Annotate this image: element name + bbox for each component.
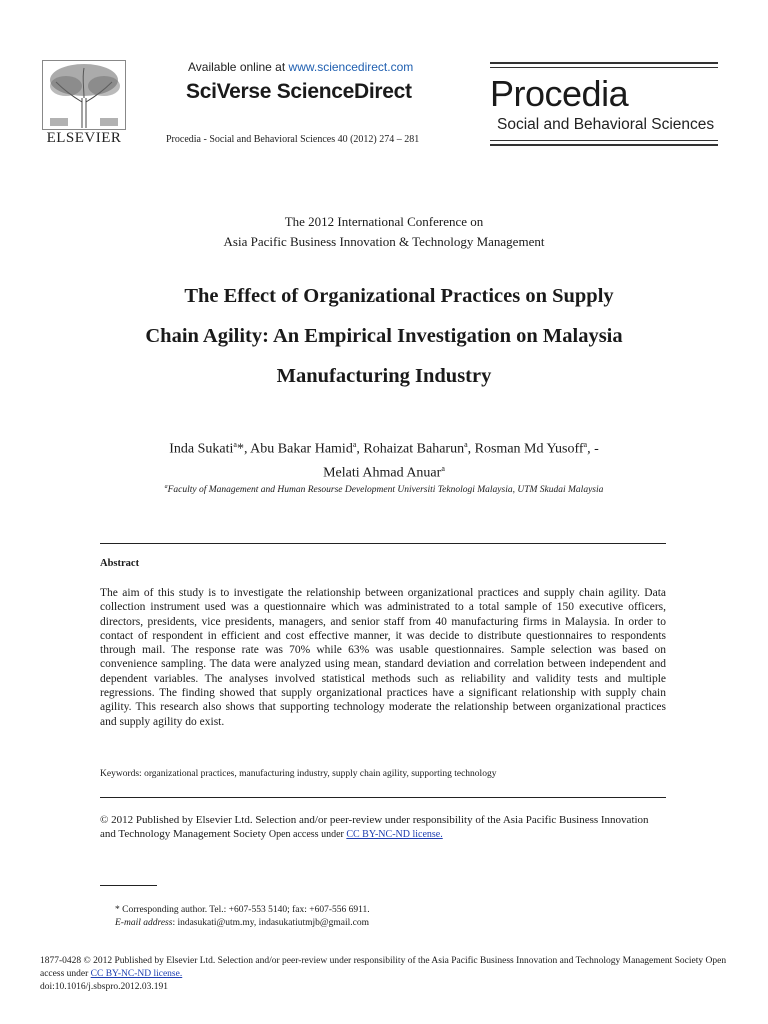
sciencedirect-link[interactable]: www.sciencedirect.com xyxy=(288,60,414,74)
platform-logo: SciVerse ScienceDirect xyxy=(186,80,412,103)
procedia-rule-top-thin xyxy=(490,67,718,68)
paper-title xyxy=(60,276,708,396)
bottom-license-link[interactable]: CC BY-NC-ND license. xyxy=(90,969,183,979)
author-list xyxy=(60,435,708,482)
author-affil-mark: a xyxy=(352,440,357,449)
procedia-rule-bottom-thin xyxy=(490,140,718,141)
abstract-rule-bottom xyxy=(100,797,666,798)
title-line-3: Manufacturing Industry xyxy=(276,365,492,387)
copyright-text: © 2012 Published by Elsevier Ltd. Selection and/or peer-review under responsibility of the Asia Pacific Business Innovation and Technology Management Society xyxy=(100,814,649,840)
footnote-rule xyxy=(100,885,157,886)
author-name: Abu Bakar Hamid xyxy=(250,441,353,457)
affiliation-mark: a xyxy=(164,484,168,490)
license-link[interactable]: CC BY-NC-ND license. xyxy=(346,829,443,840)
journal-reference: Procedia - Social and Behavioral Sciences 40 (2012) 274 – 281 xyxy=(166,134,420,145)
issn-footer xyxy=(40,955,730,994)
author-name: Rosman Md Yusoff xyxy=(474,441,584,457)
procedia-rule-bottom xyxy=(490,144,718,146)
procedia-rule-top xyxy=(490,62,718,64)
email-label: E-mail address xyxy=(115,918,173,928)
abstract-heading: Abstract xyxy=(100,558,140,569)
open-access-label: Open access under xyxy=(268,829,347,840)
affiliation-text: Faculty of Management and Human Resourse Development Universiti Teknologi Malaysia, UTM Skudai Malaysia xyxy=(167,485,604,496)
journal-brand: Procedia xyxy=(490,73,629,114)
corresponding-mark: *, xyxy=(236,441,251,457)
email-note xyxy=(115,917,370,930)
publisher-logo-text: ELSEVIER xyxy=(46,130,122,146)
journal-brand-subtitle: Social and Behavioral Sciences xyxy=(497,116,715,133)
availability-line xyxy=(188,60,413,74)
title-line-2: Chain Agility: An Empirical Investigation on Malaysia xyxy=(145,325,623,347)
author-name: Rohaizat Baharun xyxy=(363,441,465,457)
abstract-rule-top xyxy=(100,543,666,544)
footnote xyxy=(115,904,370,930)
author-separator: , xyxy=(467,441,475,457)
title-line-1: The Effect of Organizational Practices on Supply xyxy=(184,285,614,307)
author-affil-mark: a xyxy=(233,440,237,449)
conference-line-1: The 2012 International Conference on xyxy=(284,214,484,229)
author-name: Melati Ahmad Anuar xyxy=(323,465,442,481)
author-separator: , xyxy=(356,441,364,457)
author-name: Inda Sukati xyxy=(169,441,234,457)
availability-prefix: Available online at xyxy=(188,60,289,74)
copyright-notice xyxy=(100,813,666,842)
affiliation xyxy=(40,484,728,495)
elsevier-tree-icon xyxy=(42,60,126,130)
corresponding-author-note: * Corresponding author. Tel.: +607-553 5140; fax: +607-556 6911. xyxy=(115,905,370,915)
abstract-body: The aim of this study is to investigate the relationship between organizational practices and supply chain agility. Data collection instrument used was a questionnaire which was administrated to a total sample of 150 executive officers, directors, presidents, vice presidents, managers, and senior staff from 40 manufacturing firms in Malaysia. In order to contact of respondent in efficient and cost effective manner, it was decide to distribute questionnaires to respondents through mail. The response rate was 70% while 63% was usable questionnaires. Sample selection was based on convenience sampling. The data were analyzed using mean, standard deviation and correlation between independent and dependent variables. The analyses involved statistical methods such as reliability and validity tests and multiple regressions. The finding showed that supply organizational practices have a significant relationship with supply chain agility. This research also shows that supporting technology moderate the relationship between organizational practices and supply agility do exist. xyxy=(100,587,666,728)
bottom-open-access-label: Open access under xyxy=(40,956,727,979)
author-affil-mark: a xyxy=(464,440,468,449)
author-separator: , - xyxy=(587,441,599,457)
doi: doi:10.1016/j.sbspro.2012.03.191 xyxy=(40,982,168,992)
keywords: Keywords: organizational practices, manufacturing industry, supply chain agility, supporting technology xyxy=(100,769,497,779)
author-affil-mark: a xyxy=(583,440,588,449)
author-affil-mark: a xyxy=(441,463,445,473)
issn-text: 1877-0428 © 2012 Published by Elsevier Ltd. Selection and/or peer-review under responsibility of the Asia Pacific Business Innovation and Technology Management Society xyxy=(40,956,706,966)
conference-line-2: Asia Pacific Business Innovation & Technology Management xyxy=(223,234,545,249)
email-value: : indasukati@utm.my, indasukatiutmjb@gmail.com xyxy=(172,918,370,928)
